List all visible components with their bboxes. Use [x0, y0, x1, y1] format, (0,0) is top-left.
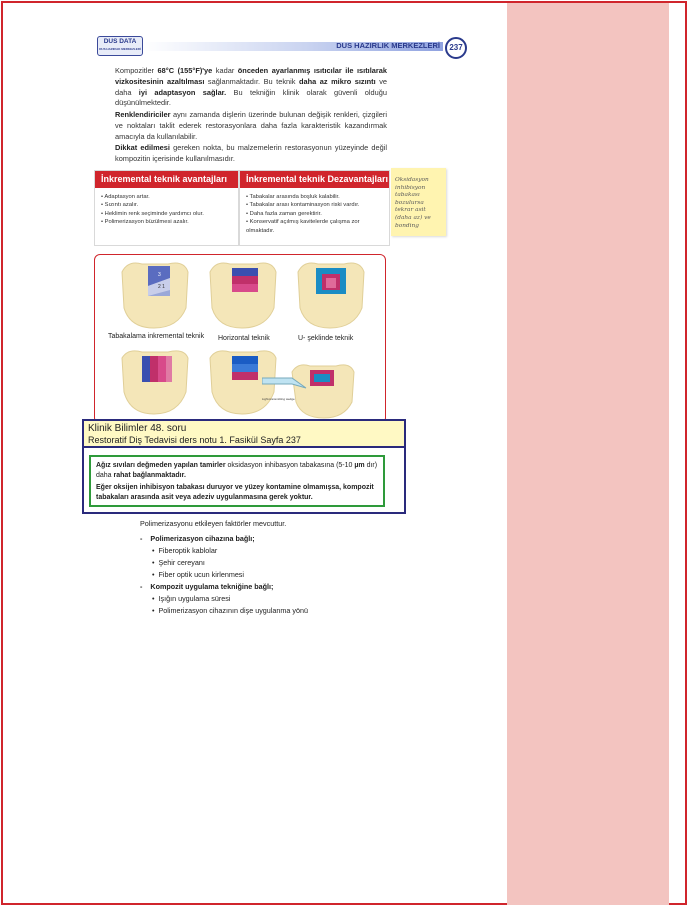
list-item: • Tabakalar arası kontaminasyon riski vardır.	[246, 201, 385, 209]
figure-label-1: Tabakalama inkremental teknik	[108, 333, 205, 340]
advantages-box	[94, 170, 239, 246]
list-item: • Tabakalar arasında boşluk kalabilir.	[246, 193, 385, 201]
list-item: • Işığın uygulama süresi	[152, 594, 231, 603]
list-item-text: Şehir cereyanı	[158, 558, 205, 567]
p1-text: kadar	[212, 66, 238, 75]
page-number: 237	[445, 37, 467, 59]
p3-bold: Dikkat edilmesi	[115, 143, 170, 152]
paragraph-tints	[115, 110, 387, 142]
callout-bold: µm	[354, 462, 365, 469]
figure-label-2: Horizontal teknik	[218, 335, 270, 342]
logo-line2: DUS HAZIRLIK MERKEZLERİ	[99, 47, 141, 51]
figure-label-3: U- şeklinde teknik	[298, 335, 354, 342]
disadvantages-list	[240, 193, 389, 235]
group2-title-text: Kompozit uygulama tekniğine bağlı;	[150, 582, 274, 591]
disadvantages-box	[239, 170, 390, 246]
dusdata-logo	[97, 36, 143, 56]
tooth-horizontal-layering	[206, 258, 280, 330]
p1-bold-temp: 68°C (155°F)'ye	[157, 66, 213, 75]
callout-text: oksidasyon inhibasyon tabakasına (5-10	[225, 462, 355, 469]
list-item-text: Işığın uygulama süresi	[158, 594, 231, 603]
p1-bold-leak: daha az mikro sızıntı	[298, 76, 376, 86]
svg-text:2 1: 2 1	[158, 284, 165, 290]
sticky-note: Oksidasyon inhibisyon tabakası bozulursa tekrar asit (daha az) ve bonding	[391, 168, 446, 236]
reference-line1: Klinik Bilimler 48. soru	[88, 423, 187, 434]
p3-text: gereken nokta, bu malzemelerin restorasyonun yüzeyinde değil kompozitin içerisinde kullanılmasıdır.	[115, 143, 387, 163]
list-item: • Heklimin renk seçiminde yardımcı olur.	[101, 210, 234, 218]
callout-bold: Ağız sıvıları değmeden yapılan tamirler	[96, 462, 226, 469]
tooth-oblique-layering	[118, 258, 192, 330]
paragraph-heating	[115, 66, 387, 109]
callout-line1	[96, 461, 378, 480]
p2-bold: Renklendiriciler	[115, 110, 171, 119]
p1-text: Kompozitler	[115, 66, 158, 75]
group1-title-text: Polimerizasyon cihazına bağlı;	[150, 534, 255, 543]
tooth-vertical-layering	[118, 348, 192, 416]
book-reference	[82, 419, 406, 448]
list-item: • Sızıntı azalır.	[101, 201, 234, 209]
list-item: • Adaptasyon artar.	[101, 193, 234, 201]
list-item: • Fiberoptik kablolar	[152, 546, 218, 555]
list-item: • Polimerizasyon büzülmesi azalır.	[101, 218, 234, 226]
list-item-text: Fiberoptik kablolar	[158, 546, 218, 555]
list-item: • Konservatif açılmış kavitelerde çalışma zor olmaktadır.	[246, 218, 385, 235]
list-item-text: Fiber optik ucun kirlenmesi	[158, 570, 245, 579]
list-item: • Polimerizasyon cihazının dişe uygulanma yönü	[152, 606, 308, 615]
reference-line2: Restoratif Diş Tedavisi ders notu 1. Fasikül Sayfa 237	[88, 435, 301, 445]
list-item: • Şehir cereyanı	[152, 558, 205, 567]
group2-title: - Kompozit uygulama tekniğine bağlı;	[140, 582, 274, 591]
disadvantages-title: İnkremental teknik Dezavantajları	[240, 171, 389, 188]
paragraph-attention	[115, 143, 387, 165]
p2-text: aynı zamanda dişlerin üzerinde bulunan değişik renkleri, çizgileri ve noktaları taklit ederek restorasyonlara daha fazla karakteristik kazandırmak amacıyla da kullanılabilir.	[115, 110, 387, 141]
p1-bold-heaters: önceden ayarlanmış ısıtıcılar ile ısıtılarak vizkositesinin azaltılması	[115, 66, 387, 86]
group1-title: - Polimerizasyon cihazına bağlı;	[140, 534, 255, 543]
logo-line1: DUS DATA	[103, 38, 137, 45]
p1-bold-adapt: iyi adaptasyon sağlar.	[138, 87, 227, 97]
right-side-panel	[507, 3, 669, 905]
callout-bold: rahat bağlanmaktadır.	[113, 471, 186, 479]
header-title: DUS HAZIRLIK MERKEZLERİ	[336, 41, 440, 50]
tooth-u-shaped-layering	[294, 258, 368, 330]
tooth-wedge-curing	[262, 362, 374, 420]
list-item-text: Polimerizasyon cihazının dişe uygulanma yönü	[158, 606, 308, 615]
list-item: • Fiber optik ucun kirlenmesi	[152, 570, 245, 579]
p1-text: sağlanmaktadır. Bu teknik	[204, 76, 299, 86]
callout-green-box	[89, 455, 385, 507]
p1-text: Bu tekniğin klinik olarak güvenli olduğu düşünülmektedir.	[115, 87, 387, 108]
advantages-title: İnkremental teknik avantajları	[95, 171, 238, 188]
callout-text: dır) daha	[96, 462, 378, 479]
svg-text:3: 3	[158, 272, 161, 278]
callout-line2: Eğer oksijen inhibisyon tabakası duruyor ve yüzey kontamine olmamışsa, kompozit tabakaları arasında asit veya adeziv uygulanmasına gerek yoktur.	[96, 484, 374, 501]
list-item: • Daha fazla zaman gerektirir.	[246, 210, 385, 218]
list-intro: Polimerizasyonu etkileyen faktörler mevcuttur.	[140, 519, 287, 528]
p1-text: ve daha	[115, 76, 387, 97]
advantages-list	[95, 193, 238, 227]
wedge-caption: Light-transmitting wedge	[262, 397, 295, 401]
